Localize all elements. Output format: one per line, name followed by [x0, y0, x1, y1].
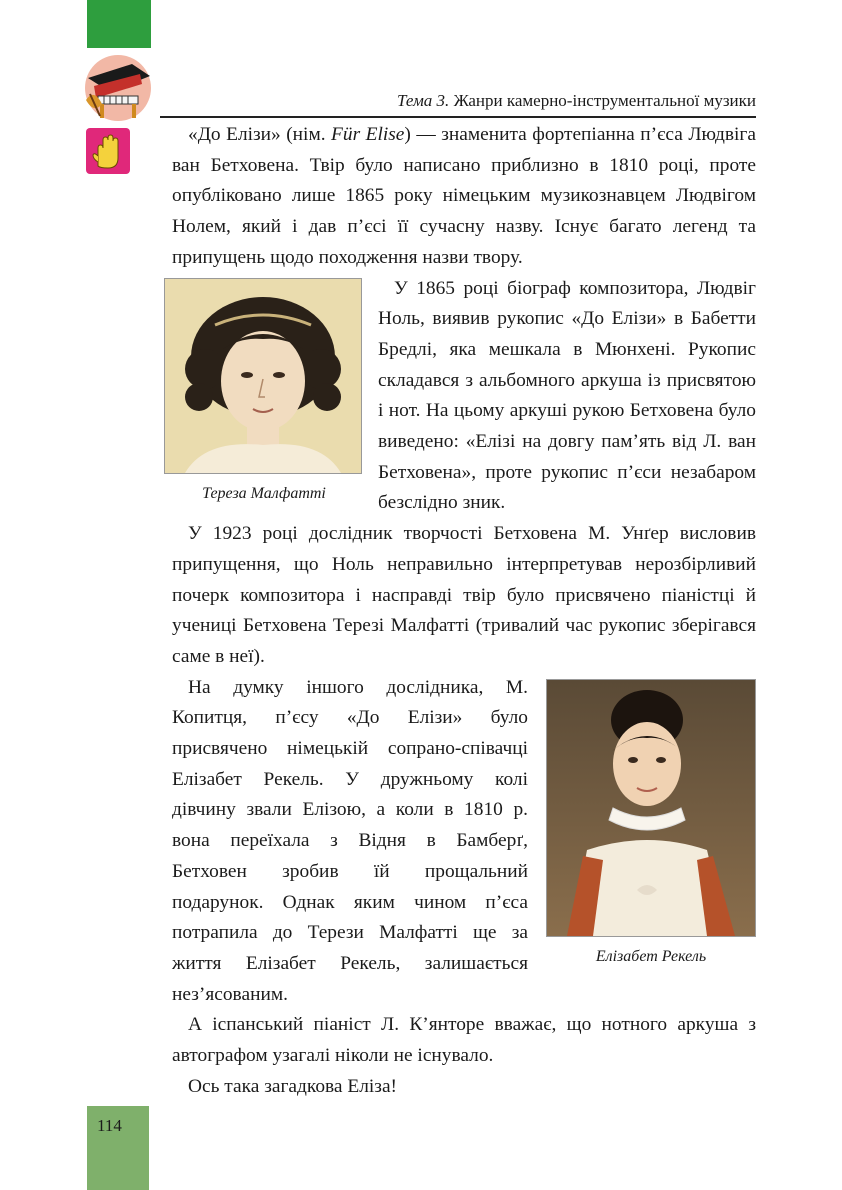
running-header — [160, 88, 756, 118]
figure-malfatti — [164, 278, 364, 504]
header-theme-title: Жанри камерно-інструментальної музики — [453, 91, 756, 110]
header-theme-label: Тема 3. — [397, 91, 450, 110]
paragraph-intro — [172, 120, 756, 274]
hand-stop-icon — [86, 128, 130, 174]
paragraph-chiantore: А іспанський піаніст Л. К’янторе вважає, що нотного аркуша з автографом узагалі ніколи не існувало. — [172, 1014, 756, 1067]
portrait-elisabeth-roeckel — [546, 679, 756, 937]
paragraph-unger: У 1923 році дослідник творчості Бетховена М. Унґер висловив припущення, що Ноль неправильно інтерпретував нерозбірливий почерк композитора і насправді твір було присвячено піаністці й учениці Бетховена Терезі Малфатті (тривалий час рукопис зберігався саме в неї). — [172, 523, 756, 667]
paragraph-closing: Ось така загадкова Еліза! — [188, 1075, 398, 1097]
figure-roeckel — [546, 679, 756, 967]
section-color-tab — [87, 0, 151, 48]
paragraph-nohl: У 1865 році біограф композитора, Людвіг Ноль, виявив рукопис «До Елізи» в Бабетти Бредлі, яка мешкала в Мюнхені. Рукопис складався з альбомного аркуша із присвятою і нот. На цьому аркуші рукою Бетховена було виведено: «Елізі на довгу пам’ять від Л. ван Бетховена», проте рукопис п’єси незабаром безслідно зник. — [378, 277, 756, 514]
caption-malfatti: Тереза Малфатті — [202, 484, 326, 502]
paragraph-intro-start: «До Елізи» (нім. — [188, 124, 332, 145]
page-body — [172, 120, 756, 1103]
page-number: 114 — [97, 1116, 122, 1135]
original-title: Für Elise — [331, 124, 405, 145]
paragraph-kopitz: На думку іншого дослідника, М. Копитця, п’єсу «До Елізи» було присвячено німецькій сопрано-співачці Елізабет Рекель. У дружньому колі дівчину звали Елізою, а коли в 1810 р. вона переїхала з Відня в Бамберґ, Бетховен зробив їй прощальний подарунок. Однак яким чином п’єса потрапила до Терези Малфатті ще за життя Елізабет Рекель, залишається нез’ясованим. — [172, 676, 528, 1005]
caption-roeckel: Елізабет Рекель — [595, 947, 707, 965]
portrait-therese-malfatti — [164, 278, 362, 474]
grand-piano-icon — [80, 48, 156, 124]
paragraph-intro-rest: ) — знаменита фортепіанна п’єса Людвіга ван Бетховена. Твір було написано приблизно в 1810 році, проте опубліковано лише 1865 року німецьким музикознавцем Людвігом Нолем, який і дав п’єсі її сучасну назву. Існує багато легенд та припущень щодо походження назви твору. — [172, 124, 756, 268]
